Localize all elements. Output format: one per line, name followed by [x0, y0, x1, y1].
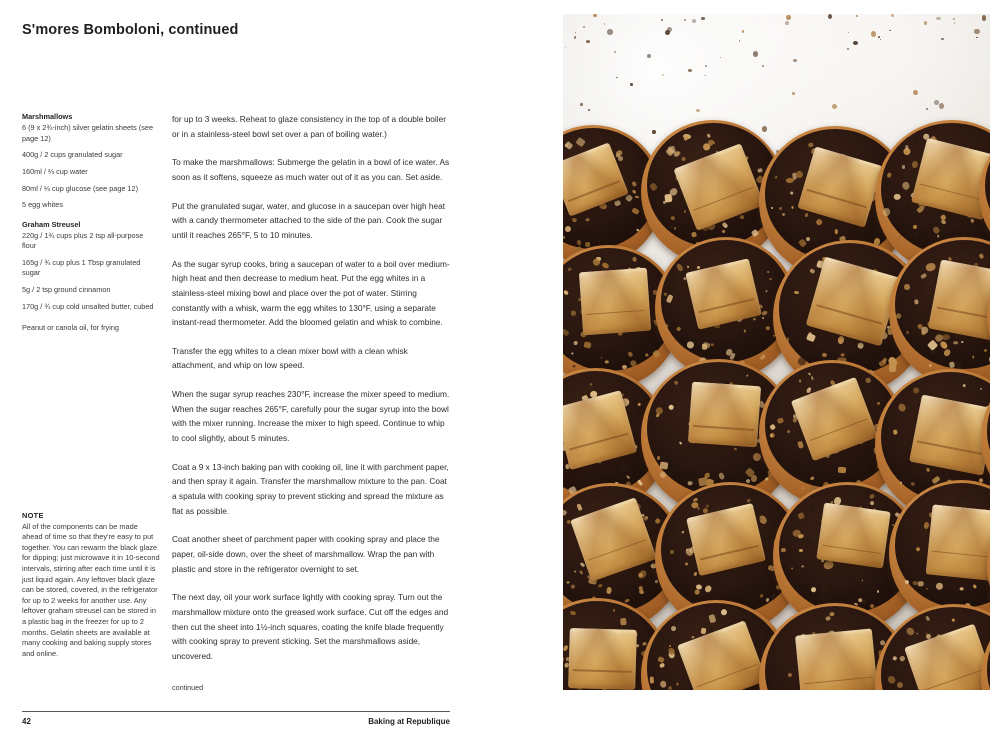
- toasted-marshmallow: [795, 628, 878, 690]
- ingredient-item: 80ml / ⅓ cup glucose (see page 12): [22, 183, 139, 193]
- crumb: [847, 48, 849, 50]
- toasted-marshmallow: [817, 503, 892, 569]
- recipe-photograph: [563, 14, 990, 690]
- toasted-marshmallow: [688, 382, 761, 448]
- streusel-crumb: [659, 680, 666, 688]
- streusel-crumb: [659, 461, 668, 469]
- crumb: [785, 21, 789, 25]
- crumb: [913, 90, 918, 96]
- streusel-crumb: [937, 235, 939, 238]
- streusel-crumb: [710, 370, 714, 373]
- crumb: [588, 109, 590, 111]
- streusel-crumb: [635, 195, 639, 198]
- instruction-paragraph: To make the marshmallows: Submerge the gelatin in a bowl of ice water. As soon as it softens, squeeze as much water out of it as you can. Set aside.: [172, 157, 450, 182]
- crumb: [652, 130, 655, 134]
- ingredient-item: 5g / 2 tsp ground cinnamon: [22, 285, 111, 294]
- streusel-crumb: [636, 228, 639, 231]
- crumb: [982, 15, 987, 21]
- crumb: [953, 18, 955, 20]
- streusel-crumb: [703, 143, 711, 150]
- crumb: [856, 15, 857, 16]
- streusel-crumb: [664, 194, 672, 203]
- streusel-crumb: [691, 635, 695, 638]
- streusel-crumb: [786, 337, 789, 341]
- crumb: [934, 100, 938, 105]
- instruction-paragraph: When the sugar syrup reaches 230°F, increase the mixer speed to medium. When the sugar reaches 265°F, carefully pour the sugar syrup into the bowl with the mixer running. Increase the mixer to high speed. Continue to whip to cool slightly, about 5 minutes.: [172, 389, 450, 444]
- streusel-crumb: [807, 142, 813, 147]
- streusel-crumb: [767, 270, 769, 272]
- crumb: [586, 40, 590, 43]
- crumb: [786, 15, 790, 21]
- marshmallow-char-marks: [909, 395, 990, 476]
- streusel-crumb: [902, 165, 906, 169]
- streusel-crumb: [701, 344, 706, 350]
- streusel-crumb: [683, 209, 686, 212]
- streusel-crumb: [788, 665, 791, 668]
- streusel-crumb: [917, 581, 923, 587]
- ingredient-item: 165g / ¾ cup plus 1 Tbsp granulated sugar: [22, 258, 141, 278]
- instruction-paragraph: for up to 3 weeks. Reheat to glaze consistency in the top of a double boiler or in a stainless-steel bowl set over a pan of boiling water.): [172, 114, 446, 139]
- crumb: [871, 31, 876, 37]
- ingredient-item: 5 egg whites: [22, 200, 63, 210]
- streusel-crumb: [900, 481, 902, 483]
- streusel-crumb: [906, 331, 909, 334]
- streusel-crumb: [915, 553, 919, 557]
- streusel-crumb: [710, 343, 714, 346]
- toasted-marshmallow: [579, 268, 651, 335]
- streusel-crumb: [781, 547, 786, 551]
- streusel-crumb: [759, 354, 766, 361]
- instruction-paragraph: Transfer the egg whites to a clean mixer bowl with a clean whisk attachment, and whip on low speed.: [172, 345, 408, 371]
- footer-divider: [22, 711, 450, 712]
- ingredient-item: 220g / 1¾ cups plus 2 tsp all-purpose flour: [22, 231, 144, 251]
- streusel-crumb: [913, 232, 917, 236]
- streusel-crumb: [904, 284, 910, 290]
- crumb: [739, 40, 740, 42]
- instruction-paragraph: Put the granulated sugar, water, and glucose in a saucepan over high heat with a candy thermometer attached to the side of the pan. Cook the sugar until it reaches 265°F, 5 to 10 minutes.: [172, 200, 446, 240]
- ingredient-item-frying-oil: Peanut or canola oil, for frying: [22, 323, 119, 332]
- streusel-crumb: [649, 676, 654, 684]
- ingredients-column: [22, 112, 158, 333]
- marshmallow-char-marks: [688, 382, 761, 448]
- crumb: [580, 103, 583, 106]
- crumb: [878, 36, 880, 38]
- crumb: [607, 29, 612, 35]
- streusel-crumb: [970, 218, 973, 222]
- page-title: S'mores Bomboloni, continued: [22, 22, 239, 38]
- ingredient-item: 400g / 2 cups granulated sugar: [22, 150, 123, 160]
- streusel-crumb: [838, 467, 846, 473]
- crumb: [762, 65, 764, 67]
- ingredient-item: 6 (9 x 2¾-inch) silver gelatin sheets (see page 12): [22, 123, 153, 143]
- crumb: [630, 83, 632, 86]
- crumb: [793, 59, 797, 62]
- toasted-marshmallow: [568, 628, 636, 690]
- ingredient-group-heading: Marshmallows: [22, 112, 73, 121]
- marshmallow-char-marks: [817, 503, 892, 569]
- streusel-crumb: [791, 206, 793, 209]
- ingredient-group-marshmallows: [22, 112, 158, 211]
- instructions-column: [172, 112, 450, 678]
- streusel-crumb: [767, 195, 772, 198]
- ingredient-group-heading: Graham Streusel: [22, 219, 81, 229]
- streusel-crumb: [959, 587, 963, 590]
- crumb: [667, 27, 672, 32]
- crumb: [704, 75, 705, 76]
- streusel-crumb: [835, 229, 838, 234]
- marshmallow-char-marks: [926, 505, 990, 583]
- ingredient-item: 170g / ¾ cup cold unsalted butter, cubed: [22, 301, 154, 311]
- note-block: [22, 511, 160, 659]
- crumb: [705, 65, 707, 67]
- crumb: [688, 69, 692, 72]
- ingredient-item: 160ml / ⅔ cup water: [22, 167, 88, 176]
- note-heading: NOTE: [22, 511, 44, 520]
- toasted-marshmallow: [926, 505, 990, 583]
- crumb: [583, 26, 585, 28]
- crumb: [792, 92, 795, 95]
- streusel-crumb: [663, 292, 666, 296]
- running-book-title: Baking at Republique: [368, 717, 450, 726]
- crumb: [974, 29, 979, 34]
- crumb: [647, 54, 651, 58]
- streusel-crumb: [642, 642, 646, 646]
- crumb: [954, 22, 955, 23]
- marshmallow-char-marks: [579, 268, 651, 335]
- streusel-crumb: [822, 352, 827, 356]
- instruction-paragraph: Coat another sheet of parchment paper with cooking spray and place the paper, oil-side down, over the sheet of marshmallow. Wrap the pan with plastic and store in the refrigerator overnight to set.: [172, 534, 440, 574]
- streusel-crumb: [799, 379, 802, 382]
- crumb: [614, 51, 616, 53]
- instruction-paragraph: Coat a 9 x 13-inch baking pan with cooking oil, line it with parchment paper, and then spray it again. Transfer the marshmallow mixture to the pan. Coat a spatula with cooking spray to prevent sticking and spread the mixture as flat as possible.: [172, 461, 449, 516]
- page-number: 42: [22, 717, 31, 726]
- crumb: [848, 32, 849, 33]
- instruction-paragraph: The next day, oil your work surface lightly with cooking spray. Turn out the marshmallow mixture onto the greased work surface. Cut off the edges and then cut the sheet into 1½-inch squares, coating the knife blade frequently with cooking spray to prevent sticking. Set the marshmallows aside, uncovered.: [172, 592, 449, 661]
- streusel-crumb: [911, 161, 918, 169]
- instruction-paragraph: As the sugar syrup cooks, bring a saucepan of water to a boil over medium-high heat and then decrease to medium heat. Put the egg whites in a stainless-steel mixing bowl and place over the pot of water. Stirring constantly with a whisk, warm the egg whites to 130°F, using a separate instant-read thermometer. Add the bloomed gelatin and whisk to combine.: [172, 258, 450, 328]
- ingredient-group-graham-streusel: [22, 220, 158, 312]
- note-body: All of the components can be made ahead of time so that they're easy to put together. You can rewarm the black glaze for dipping; just microwave it in 10-second intervals, stirring after each time until it is just liquid again. Any leftover black glaze can be stored, covered, in the refrigerator for up to 2 weeks for another use. Any leftover graham streusel can be stored in a plastic bag in the freezer for up to 2 months. Gelatin sheets are available at many cooking and baking supply stores and online.: [22, 521, 160, 658]
- streusel-crumb: [686, 265, 689, 268]
- continued-label: continued: [172, 683, 204, 692]
- streusel-crumb: [586, 218, 590, 221]
- streusel-crumb: [814, 140, 818, 144]
- streusel-crumb: [657, 456, 660, 460]
- toasted-marshmallow: [909, 395, 990, 476]
- crumb: [720, 57, 721, 58]
- streusel-crumb: [584, 242, 590, 248]
- crumb: [701, 17, 704, 20]
- streusel-crumb: [765, 326, 769, 330]
- streusel-crumb: [794, 290, 799, 294]
- marshmallow-char-marks: [568, 628, 636, 690]
- streusel-crumb: [622, 365, 627, 369]
- crumb: [662, 74, 664, 76]
- streusel-crumb: [769, 433, 773, 437]
